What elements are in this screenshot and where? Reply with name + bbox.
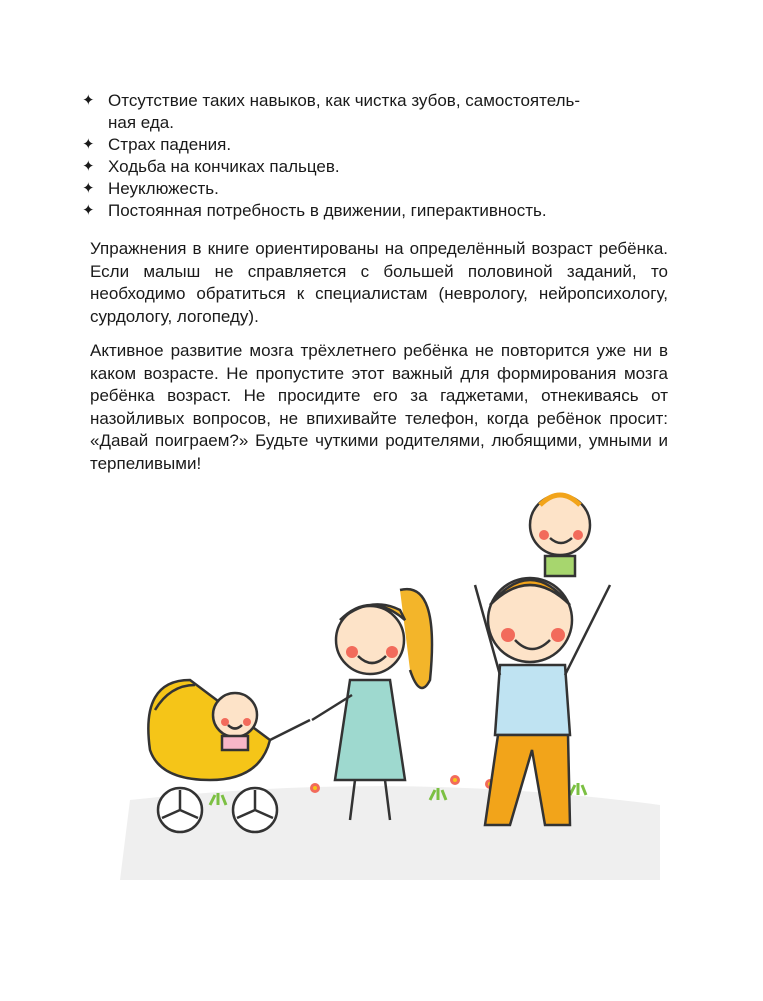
list-item-text: Отсутствие таких навыков, как чистка зубов, самостоятель- ная еда. xyxy=(108,91,581,132)
list-item xyxy=(82,134,682,156)
child xyxy=(530,495,590,576)
list-item-text: Неуклюжесть. xyxy=(108,179,219,198)
mother xyxy=(312,589,432,820)
star-bullet-icon: ✦ xyxy=(82,92,95,109)
list-item xyxy=(82,178,682,200)
list-item-text: Страх падения. xyxy=(108,135,232,154)
list-item xyxy=(82,90,682,134)
list-item xyxy=(82,156,682,178)
list-item xyxy=(82,200,682,222)
list-item-text: Постоянная потребность в движении, гиперактивность. xyxy=(108,201,547,220)
star-bullet-icon: ✦ xyxy=(82,158,95,175)
paragraph-age-exercises: Упражнения в книге ориентированы на определённый возраст ребёнка. Если малыш не справляется с большей половиной заданий, то необходимо обратиться к специалистам (неврологу, нейропсихологу, сурдологу, логопеду). xyxy=(90,239,668,326)
family-illustration xyxy=(100,480,720,880)
symptom-list xyxy=(82,90,682,222)
father xyxy=(475,578,610,825)
star-bullet-icon: ✦ xyxy=(82,136,95,153)
paragraph-brain-development: Активное развитие мозга трёхлетнего ребёнка не повторится уже ни в каком возрасте. Не пропустите этот важный для формирования мозга ребёнка возраст. Не просидите его за гаджетами, отнекиваясь от назойливых вопросов, не впихивайте телефон, когда ребёнок просит: «Давай поиграем?» Будьте чуткими родителями, любящими, умными и терпеливыми! xyxy=(90,341,668,473)
list-item-text: Ходьба на кончиках пальцев. xyxy=(108,157,340,176)
star-bullet-icon: ✦ xyxy=(82,202,95,219)
star-bullet-icon: ✦ xyxy=(82,180,95,197)
